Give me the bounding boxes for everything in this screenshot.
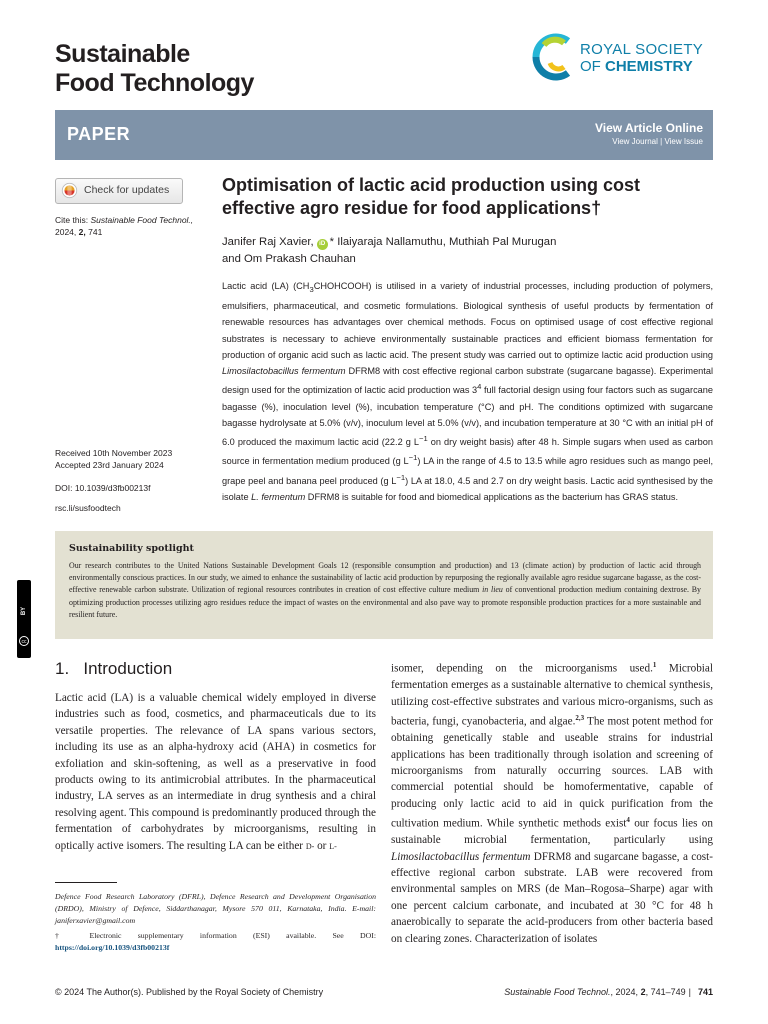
intro-l-isomer: L- [329, 841, 337, 851]
corresponding-star: * [329, 236, 335, 248]
cc-by-label: BY [21, 606, 27, 616]
abstract-part: Lactic acid (LA) (CH [222, 281, 310, 291]
rsc-logo-line2 [580, 58, 693, 75]
abstract-sup: −1 [419, 434, 428, 444]
view-article-online-link[interactable]: View Article Online [594, 121, 703, 135]
abstract-sup: −1 [396, 472, 406, 482]
intro-paragraph [55, 690, 376, 855]
intro-part: Lactic acid (LA) is a valuable chemical widely employed in diverse industries such as food, cosmetics, and pharmaceuticals due to its versatile properties. The relevance of LA spans various sectors, including its use as an alpha-hydroxy acid (AHA) in cosmetics for exfoliation and skin-softening, as well as a preservative in food products owing to its antimicrobial attributes. In the pharmaceutical industry, LA serves as an intermediate in drug synthesis and a chiral resolving agent. This compound is predominantly produced through the fermentation of carbohydrates by microorganisms, resulting in optically active isomers. The resulting LA can be either [55, 692, 376, 852]
view-issue-link[interactable]: View Issue [664, 137, 703, 146]
doi[interactable]: DOI: 10.1039/d3fb00213f [55, 483, 151, 493]
abstract-part: DFRM8 with cost effective regional carbon substrate (sugarcane bagasse). Experimental design used for the optimization of lactic acid production was 3 [222, 366, 713, 396]
intro-part: DFRM8 and sugarcane bagasse, a cost-effective regional carbon substrate. LAB were recovered from environmental samples on MRS (de Man–Rogosa–Sharpe) agar with one percent calcium carbonate, and incubated at 30 °C for 48 h anaerobically to separate the acid-producers from other bacteria based on clearing zones. Characterization of isolates [391, 850, 713, 945]
journal-title-line2: Food Technology [55, 69, 254, 97]
citation-ref[interactable]: 2,3 [575, 713, 585, 722]
page-number: 741 [697, 987, 713, 997]
citation-ref[interactable]: 1 [652, 661, 657, 669]
rsc-logo-of: OF [580, 58, 601, 75]
spotlight-text [69, 560, 701, 621]
abstract-organism-short: L. fermentum [251, 492, 306, 503]
abstract-part: ) LA in the range of 4.5 to 13.5 while agro residues such as mango peel, grape peel and banana peel produced (g L [222, 456, 713, 486]
cite-this [55, 214, 225, 238]
journal-title-line1: Sustainable [55, 40, 190, 68]
article-type-label: PAPER [67, 124, 131, 144]
authors-line2[interactable]: and Om Prakash Chauhan [222, 253, 356, 265]
article-history [55, 447, 225, 471]
spotlight-in-lieu: in lieu [482, 585, 503, 595]
intro-part: Microbial fermentation emerges as a sustainable alternative to chemical synthesis, utilizing cost-effective substrates and various micro-organisms, such as bacteria, fungi, cyanobacteria, and algae. [391, 662, 713, 728]
esi-doi-link[interactable]: https://doi.org/10.1039/d3fb00213f [55, 943, 170, 953]
intro-organism: Limosilactobacillus fermentum [391, 850, 531, 863]
citation-ref[interactable]: 4 [626, 816, 630, 825]
orcid-icon[interactable]: iD [317, 239, 328, 250]
received-date: Received 10th November 2023 [55, 448, 173, 458]
intro-d-isomer: D- [305, 841, 315, 851]
view-journal-link[interactable]: View Journal [612, 137, 658, 146]
rsc-logo-icon [530, 33, 576, 81]
abstract [222, 278, 713, 505]
body-column-left [55, 690, 376, 855]
journal-title [55, 40, 254, 98]
abstract-part: on dry weight basis) after 48 h. Simple sugars when used as carbon source in fermentation medium produced (g L [222, 437, 713, 467]
copyright-footer: © 2024 The Author(s). Published by the Royal Society of Chemistry [55, 987, 324, 997]
abstract-part: DFRM8 is suitable for food and biomedical applications as the bacterium has GRAS status. [305, 492, 679, 503]
abstract-part: full factorial design using four factors such as sugarcane bagasse (%), inoculation level (%), incubation temperature (°C) and pH. The conditions optimized with sugarcane bagasse hydrolysate at 5.0% (v/v), inoculum level at 5.0% (v/v), and incubation temperature at 30 °C with an initial pH of 6.0 produced the maximum lactic acid (22.2 g L [222, 385, 714, 448]
article-type-banner [55, 110, 713, 160]
abstract-part: ) LA at 18.0, 4.5 and 2.7 on dry weight basis. Lactic acid synthesised by the isolate [222, 475, 714, 503]
view-links [612, 137, 703, 146]
cite-volume: 2, [78, 227, 86, 237]
footnote-rule [55, 882, 117, 883]
cite-label: Cite this: [55, 215, 89, 225]
footer-pages: , 741–749 [645, 987, 686, 997]
author-list [222, 234, 712, 268]
rsc-logo-chemistry: CHEMISTRY [605, 58, 693, 75]
footer-citation: , 2024, [610, 987, 641, 997]
intro-part: The most potent method for obtaining genetically stable and useable strains for industrial applications has been traditionally through isolation and screening of microorganisms from naturally occurring sources. LAB with commercial potential should be homofermentative, capable of producing only lactic acid to aid in quick purification from the cultivation medium. While synthetic methods exist [391, 715, 714, 830]
abstract-part: CHOHCOOH) is utilised in a variety of industrial processes, including production of polymers, emulsifiers, pharmaceutical, and cosmetic formulations. Biological synthesis of useful products by fermentation of renewable resources has advantages over chemical methods. Focus on optimised usage of cost effective regional substrates is necessary to achieve environmentally sustainable practices and efficient biomass fermentation for production of organic acid such as lactic acid. The present study was carried out to optimize lactic acid production using [222, 281, 713, 360]
intro-part: isomer, depending on the microorganisms used. [391, 662, 653, 675]
intro-paragraph-continued [391, 657, 713, 947]
esi-text: † Electronic supplementary information (ESI) available. See DOI: [55, 931, 376, 940]
cite-journal: Sustainable Food Technol., [90, 215, 194, 225]
cite-page: 741 [88, 227, 103, 237]
sustainability-spotlight [55, 531, 713, 639]
abstract-sup: −1 [408, 453, 418, 463]
affiliation-footnote: Defence Food Research Laboratory (DFRL), Defence Research and Development Organisation (DRDO), Ministry of Defence, Siddarthanagar, Mysore 570 011, Karnataka, India. E-mail: janiferxavier@gmail.com [55, 892, 376, 926]
footer-journal: Sustainable Food Technol. [504, 987, 611, 997]
authors-rest[interactable]: Ilaiyaraja Nallamuthu, Muthiah Pal Murugan [337, 236, 557, 248]
check-for-updates-label: Check for updates [84, 184, 170, 196]
introduction-heading: 1. Introduction [55, 659, 173, 678]
spotlight-heading: Sustainability spotlight [69, 543, 194, 554]
intro-part: our focus lies on sustainable microbial fermentation, particularly using [391, 817, 713, 847]
check-for-updates-button[interactable] [55, 178, 183, 204]
cc-by-license-badge[interactable] [17, 580, 31, 658]
footer-separator: | [688, 987, 691, 997]
cite-year: 2024, [55, 227, 77, 237]
cc-icon: cc [19, 636, 29, 646]
abstract-sub: 3 [309, 284, 314, 294]
article-title: Optimisation of lactic acid production using cost effective agro residue for food applications† [222, 175, 641, 218]
abstract-organism: Limosilactobacillus fermentum [222, 366, 346, 377]
check-updates-icon [61, 182, 78, 199]
rsc-logo[interactable] [530, 33, 720, 83]
spotlight-part: of conventional production medium containing dextrose. By optimizing production processes utilizing agro residues reduce the impact of wastes on the environmental and also pave way to promote responsible production practices for a more sustainable and resilient future. [69, 585, 701, 619]
accepted-date: Accepted 23rd January 2024 [55, 460, 164, 470]
view-links-separator: | [660, 137, 663, 146]
intro-part: or [314, 839, 330, 852]
abstract-sup: 4 [477, 382, 482, 392]
rsc-journal-link[interactable]: rsc.li/susfoodtech [55, 503, 121, 513]
body-column-right [391, 657, 713, 947]
author-first[interactable]: Janifer Raj Xavier, [222, 236, 314, 248]
abstract-text [222, 278, 713, 505]
spotlight-part: Our research contributes to the United Nations Sustainable Development Goals 12 (responsible consumption and production) and 13 (climate action) by production of lactic acid through environmentally conscious practices. In our study, we aimed to enhance the sustainability of lactic acid production by repurposing the regionally available agro residue sugarcane bagasse, as the cost-effective renewable carbon substrate. Utilization of regional resources contributes in creation of cost effective culture medium [69, 561, 701, 595]
esi-footnote [55, 930, 376, 954]
rsc-logo-line1: ROYAL SOCIETY [580, 41, 704, 58]
footer-volume: 2 [640, 987, 646, 997]
citation-footer [504, 987, 713, 997]
